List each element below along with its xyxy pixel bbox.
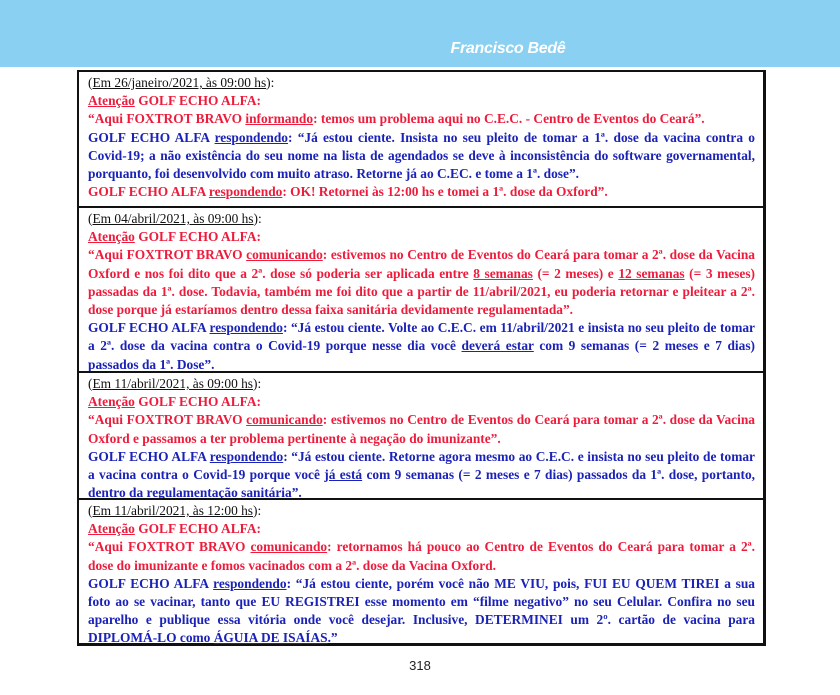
entry-date: (Em 26/janeiro/2021, às 09:00 hs): — [88, 75, 275, 90]
foxtrot-bravo-message: “Aqui FOXTROT BRAVO informando: temos um problema aqui no C.E.C. - Centro de Eventos do Ceará”. — [88, 111, 705, 127]
entry-box — [79, 371, 763, 501]
entry-date: (Em 04/abril/2021, às 09:00 hs): — [88, 211, 262, 226]
attention-line: Atenção GOLF ECHO ALFA: — [88, 229, 261, 245]
entry-date: (Em 11/abril/2021, às 12:00 hs): — [88, 503, 262, 518]
foxtrot-bravo-message: “Aqui FOXTROT BRAVO comunicando: estivemos no Centro de Eventos do Ceará para tomar a 2ª. dose da Vacina Oxford e nos foi dito que a 2ª. dose só poderia ser aplicada entre 8 semanas (= 2 meses) e 12 semanas (= 3 meses) passadas da 1ª. dose. Todavia, também me foi dito que a partir de 11/abril/2021, eu poderia retornar e pleitear a 2ª. dose porque já estaríamos dentro dessa faixa sanitária devidamente regulamentada”. — [88, 247, 755, 318]
entry-box — [79, 498, 763, 646]
foxtrot-bravo-message: “Aqui FOXTROT BRAVO comunicando: retornamos há pouco ao Centro de Eventos do Ceará para tomar a 2ª. dose do imunizante e fomos vacinados com a 2ª. dose da Vacina Oxford. — [88, 539, 755, 573]
attention-line: Atenção GOLF ECHO ALFA: — [88, 394, 261, 410]
entry-box — [79, 72, 763, 206]
attention-line: Atenção GOLF ECHO ALFA: — [88, 521, 261, 537]
header-title: Francisco Bedê — [450, 40, 566, 57]
golf-echo-alfa-response: GOLF ECHO ALFA respondendo: “Já estou ciente. Volte ao C.E.C. em 11/abril/2021 e insista no seu pleito de tomar a 2ª. dose da vacina contra o Covid-19 porque nesse dia você deverá estar com 9 semanas (= 2 meses e 7 dias) passados da 1ª. Dose”. — [88, 320, 755, 372]
golf-echo-alfa-response: GOLF ECHO ALFA respondendo: “Já estou ciente. Insista no seu pleito de tomar a 1ª. dose da vacina contra o Covid-19; a não existência do seu nome na lista de agendados se deve à inconsistência do software governamental, porquanto, foi desenvolvido com muito atraso. Retorne já ao C.EC. e tome a 1ª. dose”. — [88, 129, 755, 182]
page-number: 318 — [409, 658, 431, 673]
attention-line: Atenção GOLF ECHO ALFA: — [88, 93, 261, 109]
entry-date: (Em 11/abril/2021, às 09:00 hs): — [88, 376, 262, 391]
golf-echo-alfa-response: GOLF ECHO ALFA respondendo: “Já estou ciente, porém você não ME VIU, pois, FUI EU QUEM TIREI a sua foto ao se vacinar, tanto que EU REGISTREI esse momento em “filme negativo” no seu Celular. Confira no seu aparelho e publique essa vitória onde você desejar. Inclusive, DETERMINEI um 2º. cartão de vacina para DIPLOMÁ-LO como ÁGUIA DE ISAÍAS.” — [88, 575, 755, 646]
golf-echo-alfa-response: GOLF ECHO ALFA respondendo: “Já estou ciente. Retorne agora mesmo ao C.E.C. e insista no seu pleito de tomar a vacina contra o Covid-19 porque você já está com 9 semanas (= 2 meses e 7 dias) passados da 1ª. dose, portanto, dentro da regulamentação sanitária”. — [88, 448, 755, 501]
foxtrot-bravo-message: “Aqui FOXTROT BRAVO comunicando: estivemos no Centro de Eventos do Ceará para tomar a 2ª. dose da Vacina Oxford e passamos a ter problema pertinente à negação do imunizante”. — [88, 412, 755, 446]
message-log-frame — [77, 70, 766, 646]
page-header — [0, 0, 840, 67]
golf-echo-alfa-followup: GOLF ECHO ALFA respondendo: OK! Retornei às 12:00 hs e tomei a 1ª. dose da Oxford”. — [88, 184, 608, 200]
entry-box — [79, 206, 763, 371]
